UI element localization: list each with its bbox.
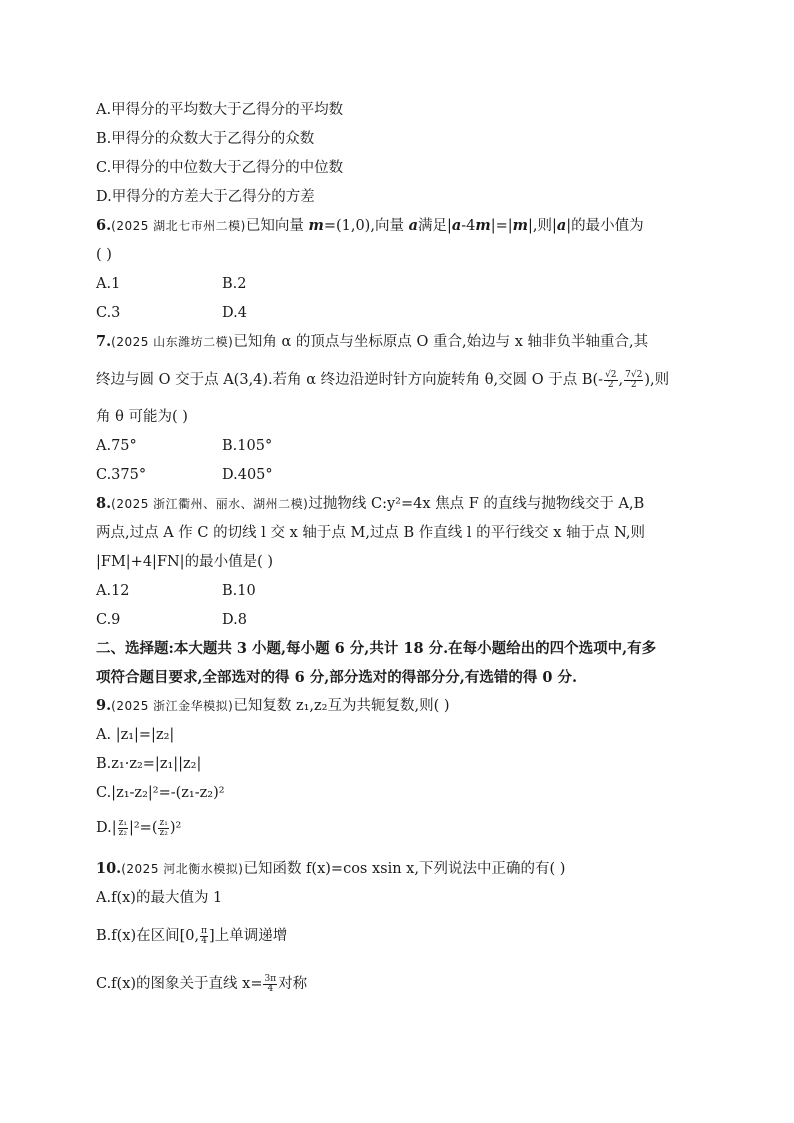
q6-text: |的最小值为 — [566, 218, 644, 234]
q7-stem-line1 — [96, 332, 648, 352]
q7-source: (2025 山东潍坊二模) — [111, 335, 234, 349]
q6-option-c: C.3 — [96, 305, 121, 321]
fraction-denominator: 4 — [201, 935, 207, 946]
fraction-numerator: 7√2 — [625, 369, 643, 380]
q6-var: a — [556, 217, 567, 234]
q8-source: (2025 浙江衢州、丽水、湖州二模) — [111, 497, 309, 511]
fraction-numerator: π — [201, 925, 208, 936]
q9-stem — [96, 696, 450, 716]
q9-source: (2025 浙江金华模拟) — [111, 699, 234, 713]
q8-number: 8. — [96, 495, 112, 512]
q8-option-c: C.9 — [96, 612, 121, 628]
fraction-numerator: z₁ — [118, 817, 127, 828]
section-heading-line1: 二、选择题:本大题共 3 小题,每小题 6 分,共计 18 分.在每小题给出的四个选项中,有多 — [96, 640, 657, 657]
q6-source: (2025 湖北七市州二模) — [111, 219, 246, 233]
q6-stem — [96, 216, 644, 236]
q7-stem-line3: 角 θ 可能为( ) — [96, 409, 188, 425]
q6-option-d: D.4 — [222, 305, 247, 321]
q7-stem-line2 — [96, 370, 669, 390]
q6-var: a — [408, 217, 418, 234]
q8-stem-line1 — [96, 494, 644, 514]
q6-option-b: B.2 — [222, 276, 247, 292]
q7-text: ),则 — [644, 372, 670, 388]
q5-option-b: B.甲得分的众数大于乙得分的众数 — [96, 131, 315, 147]
q7-option-d: D.405° — [222, 467, 273, 483]
q10-text: ]上单调递增 — [209, 928, 288, 944]
q7-text: 终边与圆 O 交于点 A(3,4).若角 α 终边沿逆时针方向旋转角 θ,交圆 O 于点 B(- — [96, 372, 604, 388]
q10-fraction — [263, 975, 277, 994]
q10-fraction — [200, 927, 208, 946]
section-heading-line2: 项符合题目要求,全部选对的得 6 分,部分选对的得部分分,有选错的得 0 分. — [96, 669, 578, 686]
q6-number: 6. — [96, 217, 112, 234]
q7-option-c: C.375° — [96, 467, 147, 483]
q10-text: 对称 — [278, 976, 308, 992]
q8-text: 过抛物线 C:y²=4x 焦点 F 的直线与抛物线交于 A,B — [308, 496, 645, 512]
q9-option-c: C.|z₁-z₂|²=-(z₁-z₂)² — [96, 785, 225, 801]
q6-text: |=| — [490, 218, 513, 234]
q10-text: B.f(x)在区间[0, — [96, 928, 200, 944]
q6-var: m — [308, 217, 324, 234]
q9-option-a: A. |z₁|=|z₂| — [96, 727, 175, 743]
q7-fraction — [624, 371, 643, 390]
q10-text: C.f(x)的图象关于直线 x= — [96, 976, 263, 992]
fraction-denominator: z₂ — [118, 827, 127, 838]
q9-option-d — [96, 818, 181, 838]
q10-option-b — [96, 926, 287, 946]
q9-fraction — [118, 819, 128, 838]
fraction-denominator: 2 — [630, 379, 637, 390]
fraction-denominator: z₂ — [159, 827, 168, 838]
q10-number: 10. — [96, 860, 122, 877]
q9-text: |²=( — [128, 820, 158, 836]
q8-option-b: B.10 — [222, 583, 256, 599]
q5-option-d: D.甲得分的方差大于乙得分的方差 — [96, 189, 315, 205]
q9-fraction — [158, 819, 168, 838]
fraction-numerator: z₁ — [159, 817, 168, 828]
q6-text: |,则| — [528, 218, 557, 234]
q6-var: a — [451, 217, 462, 234]
q10-stem — [96, 859, 565, 879]
q9-text: D.| — [96, 820, 117, 836]
q10-text: 已知函数 f(x)=cos xsin x,下列说法中正确的有( ) — [243, 861, 566, 877]
q6-blank: ( ) — [96, 247, 112, 263]
fraction-numerator: 3π — [264, 973, 277, 984]
q5-option-c: C.甲得分的中位数大于乙得分的中位数 — [96, 160, 344, 176]
q9-text: 已知复数 z₁,z₂互为共轭复数,则( ) — [233, 698, 450, 714]
q10-option-a: A.f(x)的最大值为 1 — [96, 890, 223, 906]
q6-text: 满足| — [417, 218, 452, 234]
q8-option-d: D.8 — [222, 612, 247, 628]
q8-stem-line2: 两点,过点 A 作 C 的切线 l 交 x 轴于点 M,过点 B 作直线 l 的平行线交 x 轴于点 N,则 — [96, 525, 646, 541]
q6-var: m — [475, 217, 491, 234]
q6-text: -4 — [461, 218, 476, 234]
q5-option-a: A.甲得分的平均数大于乙得分的平均数 — [96, 102, 344, 118]
q8-stem-line3: |FM|+4|FN|的最小值是( ) — [96, 554, 273, 570]
q9-number: 9. — [96, 697, 112, 714]
fraction-denominator: 2 — [607, 379, 614, 390]
q7-number: 7. — [96, 333, 112, 350]
q7-text: , — [618, 372, 624, 388]
q7-option-b: B.105° — [222, 438, 273, 454]
q6-var: m — [512, 217, 528, 234]
q10-option-c — [96, 974, 307, 994]
q10-source: (2025 河北衡水模拟) — [121, 862, 244, 876]
fraction-numerator: √2 — [605, 369, 617, 380]
q7-option-a: A.75° — [96, 438, 137, 454]
q6-text: =(1,0),向量 — [323, 218, 409, 234]
fraction-denominator: 4 — [267, 983, 274, 994]
q9-option-b: B.z₁·z₂=|z₁||z₂| — [96, 756, 202, 772]
q9-text: )² — [169, 820, 182, 836]
q8-option-a: A.12 — [96, 583, 130, 599]
q7-text: 已知角 α 的顶点与坐标原点 O 重合,始边与 x 轴非负半轴重合,其 — [233, 334, 649, 350]
q6-option-a: A.1 — [96, 276, 121, 292]
q6-text: 已知向量 — [245, 218, 309, 234]
q7-fraction — [604, 371, 617, 390]
